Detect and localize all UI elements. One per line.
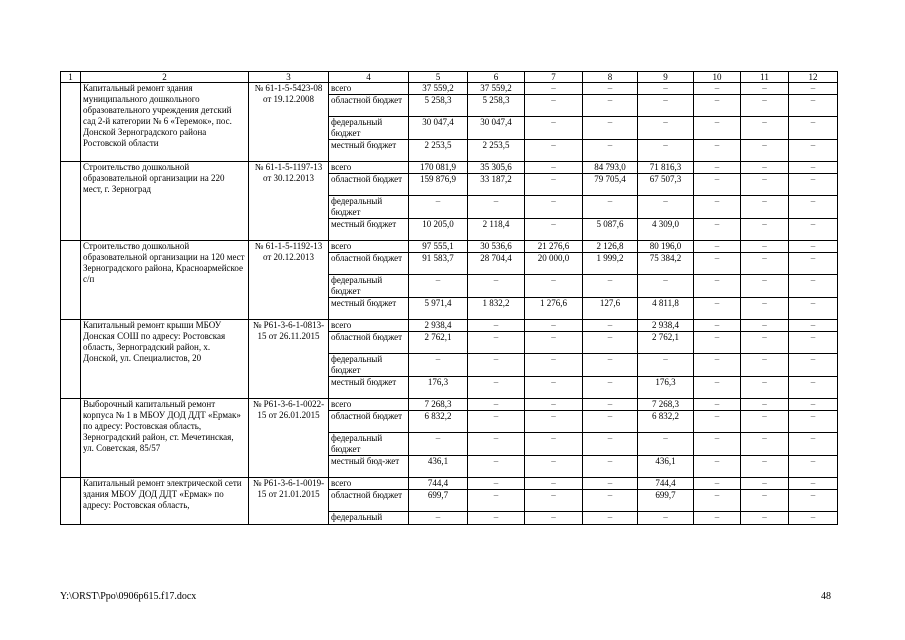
col-header: 11 — [741, 72, 789, 83]
value-cell: – — [741, 83, 789, 95]
value-cell: – — [468, 478, 525, 490]
value-cell: 159 876,9 — [409, 174, 468, 196]
value-cell: – — [525, 433, 583, 456]
value-cell: – — [741, 320, 789, 332]
object-name: Строительство дошкольной образовательной организации на 120 мест Зерноградского района, Красноармейское с/п — [81, 241, 249, 320]
row-number-cell — [61, 399, 81, 478]
value-cell: – — [468, 320, 525, 332]
value-cell: – — [789, 490, 838, 512]
value-cell: – — [789, 95, 838, 117]
funding-source: федеральный бюджет — [329, 275, 409, 298]
value-cell: – — [789, 456, 838, 478]
value-cell: 2 253,5 — [409, 140, 468, 162]
funding-source: местный бюд-жет — [329, 456, 409, 478]
value-cell: – — [741, 478, 789, 490]
value-cell: – — [583, 456, 638, 478]
object-name: Капитальный ремонт электрической сети здания МБОУ ДОД ДДТ «Ермак» по адресу: Ростовская область, — [81, 478, 249, 525]
object-name: Капитальный ремонт здания муниципального дошкольного образовательного учреждения детский сад 2-й категории № 6 «Теремок», пос. Донской Зерноградского района Ростовской области — [81, 83, 249, 162]
value-cell: – — [525, 377, 583, 399]
funding-source: областной бюджет — [329, 253, 409, 275]
value-cell: – — [468, 332, 525, 354]
value-cell: – — [741, 174, 789, 196]
value-cell: – — [694, 411, 741, 433]
value-cell: – — [525, 512, 583, 525]
value-cell: 4 811,8 — [638, 298, 694, 320]
value-cell: – — [468, 512, 525, 525]
value-cell: – — [525, 117, 583, 140]
value-cell: – — [789, 196, 838, 219]
funding-source: местный бюджет — [329, 298, 409, 320]
value-cell: – — [789, 478, 838, 490]
value-cell: – — [741, 117, 789, 140]
value-cell: – — [583, 490, 638, 512]
col-header: 5 — [409, 72, 468, 83]
document-number: № 61-1-5-1197-13 от 30.12.2013 — [249, 162, 329, 241]
value-cell: – — [583, 117, 638, 140]
value-cell: 7 268,3 — [409, 399, 468, 411]
value-cell: – — [525, 490, 583, 512]
funding-source: федеральный бюджет — [329, 196, 409, 219]
value-cell: 75 384,2 — [638, 253, 694, 275]
value-cell: – — [409, 354, 468, 377]
col-header: 1 — [61, 72, 81, 83]
funding-source: федеральный бюджет — [329, 433, 409, 456]
value-cell: – — [694, 196, 741, 219]
value-cell: – — [789, 411, 838, 433]
header-row — [61, 72, 838, 83]
value-cell: – — [789, 332, 838, 354]
value-cell: – — [583, 478, 638, 490]
value-cell: – — [789, 298, 838, 320]
value-cell: 20 000,0 — [525, 253, 583, 275]
value-cell: – — [694, 354, 741, 377]
value-cell: 2 126,8 — [583, 241, 638, 253]
value-cell: – — [583, 196, 638, 219]
object-name: Строительство дошкольной образовательной организации на 220 мест, г. Зерноград — [81, 162, 249, 241]
col-header: 9 — [638, 72, 694, 83]
value-cell: 5 258,3 — [468, 95, 525, 117]
value-cell: – — [789, 253, 838, 275]
value-cell: – — [583, 140, 638, 162]
col-header: 3 — [249, 72, 329, 83]
value-cell: – — [525, 399, 583, 411]
value-cell: 170 081,9 — [409, 162, 468, 174]
value-cell: – — [638, 354, 694, 377]
value-cell: 5 087,6 — [583, 219, 638, 241]
value-cell: 30 536,6 — [468, 241, 525, 253]
value-cell: 699,7 — [409, 490, 468, 512]
value-cell: – — [583, 275, 638, 298]
document-number: № Р61-3-6-1-0019-15 от 21.01.2015 — [249, 478, 329, 525]
value-cell: – — [741, 433, 789, 456]
value-cell: 71 816,3 — [638, 162, 694, 174]
value-cell: – — [583, 83, 638, 95]
table-row — [61, 83, 838, 95]
value-cell: – — [694, 253, 741, 275]
value-cell: – — [583, 95, 638, 117]
table-row — [61, 241, 838, 253]
document-number: № 61-1-5-5423-08 от 19.12.2008 — [249, 83, 329, 162]
value-cell: – — [694, 162, 741, 174]
value-cell: 6 832,2 — [638, 411, 694, 433]
value-cell: – — [638, 95, 694, 117]
value-cell: – — [583, 512, 638, 525]
value-cell: – — [789, 174, 838, 196]
value-cell: – — [468, 399, 525, 411]
value-cell: 4 309,0 — [638, 219, 694, 241]
funding-source: федеральный бюджет — [329, 354, 409, 377]
value-cell: 744,4 — [638, 478, 694, 490]
value-cell: 80 196,0 — [638, 241, 694, 253]
value-cell: – — [741, 456, 789, 478]
value-cell: – — [741, 411, 789, 433]
value-cell: – — [638, 512, 694, 525]
value-cell: – — [694, 95, 741, 117]
value-cell: – — [638, 117, 694, 140]
value-cell: – — [741, 399, 789, 411]
table-row — [61, 478, 838, 490]
value-cell: 35 305,6 — [468, 162, 525, 174]
value-cell: – — [789, 140, 838, 162]
value-cell: – — [525, 332, 583, 354]
value-cell: – — [694, 320, 741, 332]
value-cell: 30 047,4 — [409, 117, 468, 140]
value-cell: – — [583, 411, 638, 433]
value-cell: 2 253,5 — [468, 140, 525, 162]
row-number-cell — [61, 478, 81, 525]
funding-source: местный бюджет — [329, 140, 409, 162]
funding-source: областной бюджет — [329, 95, 409, 117]
funding-source: федеральный — [329, 512, 409, 525]
value-cell: – — [525, 95, 583, 117]
value-cell: – — [741, 95, 789, 117]
value-cell: 176,3 — [409, 377, 468, 399]
table-row — [61, 399, 838, 411]
value-cell: 37 559,2 — [468, 83, 525, 95]
value-cell: 436,1 — [409, 456, 468, 478]
value-cell: – — [694, 174, 741, 196]
value-cell: – — [789, 117, 838, 140]
row-number-cell — [61, 320, 81, 399]
value-cell: 699,7 — [638, 490, 694, 512]
value-cell: – — [583, 399, 638, 411]
col-header: 4 — [329, 72, 409, 83]
value-cell: – — [741, 219, 789, 241]
value-cell: 2 938,4 — [638, 320, 694, 332]
value-cell: 744,4 — [409, 478, 468, 490]
funding-source: федеральный бюджет — [329, 117, 409, 140]
value-cell: – — [789, 433, 838, 456]
funding-source: всего — [329, 399, 409, 411]
value-cell: – — [694, 275, 741, 298]
value-cell: – — [638, 83, 694, 95]
value-cell: – — [694, 241, 741, 253]
value-cell: – — [525, 83, 583, 95]
value-cell: – — [583, 433, 638, 456]
value-cell: 67 507,3 — [638, 174, 694, 196]
value-cell: 79 705,4 — [583, 174, 638, 196]
col-header: 6 — [468, 72, 525, 83]
value-cell: 33 187,2 — [468, 174, 525, 196]
value-cell: – — [468, 456, 525, 478]
value-cell: – — [789, 162, 838, 174]
value-cell: – — [525, 275, 583, 298]
funding-source: областной бюджет — [329, 490, 409, 512]
value-cell: – — [789, 399, 838, 411]
value-cell: – — [694, 377, 741, 399]
value-cell: – — [525, 354, 583, 377]
value-cell: 21 276,6 — [525, 241, 583, 253]
value-cell: 5 258,3 — [409, 95, 468, 117]
value-cell: 436,1 — [638, 456, 694, 478]
value-cell: – — [525, 162, 583, 174]
funding-source: всего — [329, 478, 409, 490]
value-cell: – — [694, 219, 741, 241]
value-cell: – — [583, 332, 638, 354]
col-header: 7 — [525, 72, 583, 83]
value-cell: – — [741, 354, 789, 377]
value-cell: – — [468, 275, 525, 298]
value-cell: – — [741, 512, 789, 525]
funding-source: областной бюджет — [329, 174, 409, 196]
value-cell: 2 938,4 — [409, 320, 468, 332]
value-cell: – — [409, 433, 468, 456]
row-number-cell — [61, 241, 81, 320]
value-cell: – — [789, 320, 838, 332]
funding-source: всего — [329, 241, 409, 253]
value-cell: – — [638, 196, 694, 219]
value-cell: – — [741, 332, 789, 354]
value-cell: – — [583, 354, 638, 377]
value-cell: – — [525, 219, 583, 241]
value-cell: – — [468, 433, 525, 456]
value-cell: – — [741, 490, 789, 512]
value-cell: 6 832,2 — [409, 411, 468, 433]
value-cell: – — [694, 456, 741, 478]
value-cell: 84 793,0 — [583, 162, 638, 174]
value-cell: – — [525, 140, 583, 162]
table-row — [61, 320, 838, 332]
value-cell: – — [789, 241, 838, 253]
value-cell: – — [789, 83, 838, 95]
value-cell: – — [468, 354, 525, 377]
object-name: Выборочный капитальный ремонт корпуса № 1 в МБОУ ДОД ДДТ «Ермак» по адресу: Ростовская область, Зерноградский район, ст. Мечетинская, ул. Советская, 85/57 — [81, 399, 249, 478]
value-cell: 10 205,0 — [409, 219, 468, 241]
object-name: Капитальный ремонт крыши МБОУ Донская СОШ по адресу: Ростовская область, Зерноградский район, х. Донской, ул. Специалистов, 20 — [81, 320, 249, 399]
document-number: № 61-1-5-1192-13 от 20.12.2013 — [249, 241, 329, 320]
funding-source: всего — [329, 320, 409, 332]
value-cell: 2 118,4 — [468, 219, 525, 241]
value-cell: – — [583, 320, 638, 332]
value-cell: – — [741, 253, 789, 275]
value-cell: – — [694, 117, 741, 140]
file-path: Y:\ORST\Ppo\0906p615.f17.docx — [60, 591, 197, 602]
funding-source: областной бюджет — [329, 332, 409, 354]
value-cell: 127,6 — [583, 298, 638, 320]
table-body — [61, 83, 838, 525]
page-number: 48 — [821, 591, 831, 602]
value-cell: 1 832,2 — [468, 298, 525, 320]
value-cell: 28 704,4 — [468, 253, 525, 275]
value-cell: – — [525, 174, 583, 196]
row-number-cell — [61, 162, 81, 241]
value-cell: – — [789, 354, 838, 377]
col-header: 12 — [789, 72, 838, 83]
funding-source: местный бюджет — [329, 219, 409, 241]
value-cell: – — [789, 275, 838, 298]
value-cell: 97 555,1 — [409, 241, 468, 253]
value-cell: – — [525, 320, 583, 332]
value-cell: 91 583,7 — [409, 253, 468, 275]
value-cell: – — [694, 399, 741, 411]
budget-table — [60, 71, 838, 525]
funding-source: областной бюджет — [329, 411, 409, 433]
value-cell: – — [638, 275, 694, 298]
value-cell: – — [694, 433, 741, 456]
value-cell: 2 762,1 — [409, 332, 468, 354]
value-cell: – — [694, 332, 741, 354]
value-cell: – — [409, 196, 468, 219]
value-cell: – — [741, 196, 789, 219]
funding-source: всего — [329, 162, 409, 174]
value-cell: – — [789, 377, 838, 399]
value-cell: – — [694, 298, 741, 320]
value-cell: – — [741, 298, 789, 320]
value-cell: – — [525, 196, 583, 219]
value-cell: – — [694, 512, 741, 525]
value-cell: – — [583, 377, 638, 399]
value-cell: 2 762,1 — [638, 332, 694, 354]
value-cell: – — [741, 275, 789, 298]
value-cell: – — [694, 140, 741, 162]
col-header: 2 — [81, 72, 249, 83]
table-row — [61, 162, 838, 174]
value-cell: – — [468, 411, 525, 433]
value-cell: – — [638, 433, 694, 456]
col-header: 8 — [583, 72, 638, 83]
value-cell: 176,3 — [638, 377, 694, 399]
value-cell: 30 047,4 — [468, 117, 525, 140]
value-cell: 1 276,6 — [525, 298, 583, 320]
value-cell: – — [409, 275, 468, 298]
value-cell: – — [741, 241, 789, 253]
value-cell: – — [789, 512, 838, 525]
value-cell: 1 999,2 — [583, 253, 638, 275]
funding-source: всего — [329, 83, 409, 95]
value-cell: – — [468, 377, 525, 399]
value-cell: – — [468, 196, 525, 219]
value-cell: 7 268,3 — [638, 399, 694, 411]
value-cell: – — [694, 478, 741, 490]
value-cell: – — [789, 219, 838, 241]
value-cell: – — [525, 411, 583, 433]
value-cell: 37 559,2 — [409, 83, 468, 95]
value-cell: 5 971,4 — [409, 298, 468, 320]
col-header: 10 — [694, 72, 741, 83]
value-cell: – — [409, 512, 468, 525]
value-cell: – — [741, 140, 789, 162]
value-cell: – — [741, 162, 789, 174]
value-cell: – — [638, 140, 694, 162]
value-cell: – — [694, 490, 741, 512]
value-cell: – — [525, 478, 583, 490]
funding-source: местный бюджет — [329, 377, 409, 399]
document-number: № Р61-3-6-1-0813-15 от 26.11.2015 — [249, 320, 329, 399]
document-number: № Р61-3-6-1-0022-15 от 26.01.2015 — [249, 399, 329, 478]
value-cell: – — [741, 377, 789, 399]
value-cell: – — [694, 83, 741, 95]
value-cell: – — [525, 456, 583, 478]
row-number-cell — [61, 83, 81, 162]
value-cell: – — [468, 490, 525, 512]
